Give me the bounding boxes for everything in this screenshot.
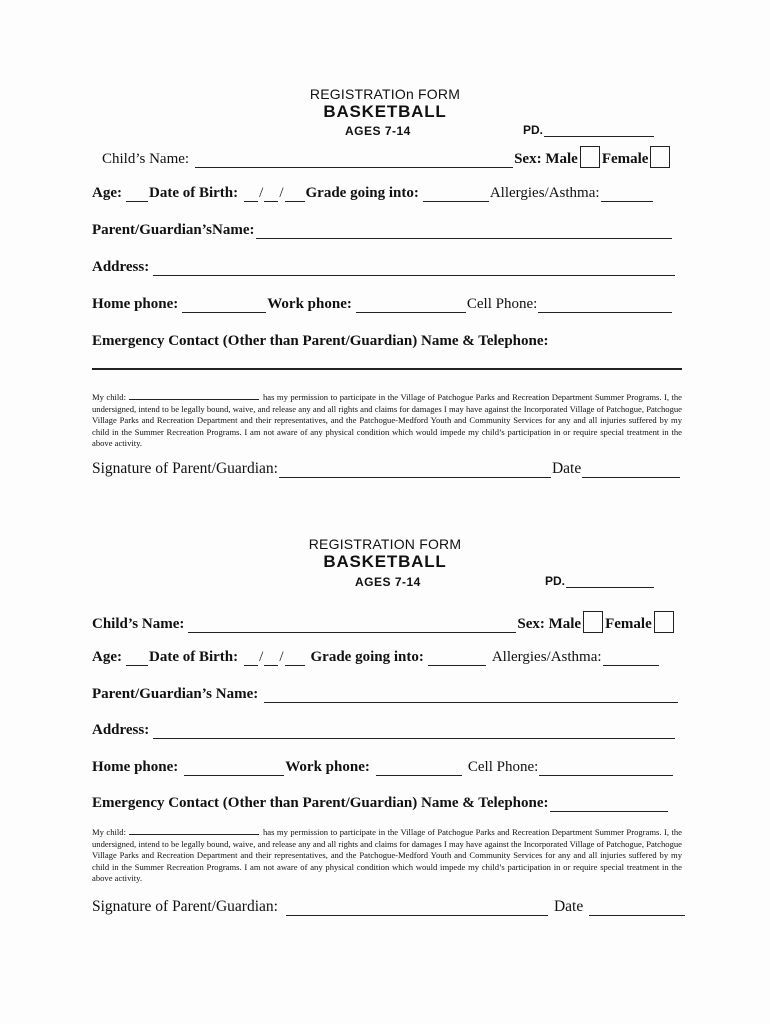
form-title: REGISTRATION FORM — [308, 536, 462, 552]
work-phone-label: Work phone: — [285, 759, 370, 775]
my-child-field[interactable] — [129, 825, 259, 835]
age-row — [92, 185, 654, 202]
sport-name: BASKETBALL — [323, 102, 447, 121]
my-child-label: My child: — [92, 392, 126, 402]
age-label: Age: — [92, 649, 122, 665]
grade-label: Grade going into: — [310, 649, 424, 665]
form-title: REGISTRATIOn FORM — [309, 86, 461, 102]
work-phone-field[interactable] — [376, 761, 462, 776]
signature-row — [92, 898, 686, 916]
grade-field[interactable] — [428, 651, 486, 666]
cell-phone-field[interactable] — [538, 298, 672, 313]
my-child-label: My child: — [92, 827, 126, 837]
paid-field — [523, 122, 655, 137]
date-field[interactable] — [589, 901, 685, 916]
dob-separator: / — [279, 649, 284, 665]
child-name-field[interactable] — [188, 618, 516, 633]
dob-label: Date of Birth: — [149, 649, 239, 665]
guardian-field[interactable] — [264, 688, 678, 703]
address-row — [92, 722, 676, 739]
allergies-label: Allergies/Asthma: — [489, 185, 600, 201]
child-name-row — [92, 611, 676, 633]
grade-label: Grade going into: — [305, 185, 419, 201]
cell-phone-label: Cell Phone: — [466, 296, 538, 312]
dob-month-field[interactable] — [244, 187, 258, 202]
work-phone-field[interactable] — [356, 298, 466, 313]
guardian-row — [92, 222, 673, 239]
age-field[interactable] — [126, 651, 148, 666]
allergies-field[interactable] — [603, 651, 659, 666]
age-field[interactable] — [126, 187, 148, 202]
age-label: Age: — [92, 185, 122, 201]
signature-label: Signature of Parent/Guardian: — [92, 898, 278, 915]
allergies-field[interactable] — [601, 187, 653, 202]
dob-label: Date of Birth: — [149, 185, 239, 201]
cell-phone-field[interactable] — [539, 761, 673, 776]
paid-field — [545, 573, 655, 588]
age-range: AGES 7-14 — [355, 575, 421, 589]
address-label: Address: — [92, 722, 150, 738]
permission-waiver — [92, 390, 682, 450]
emergency-row — [92, 795, 669, 812]
dob-separator: / — [279, 185, 284, 201]
work-phone-label: Work phone: — [267, 296, 352, 312]
cell-phone-label: Cell Phone: — [467, 759, 539, 775]
emergency-contact-label: Emergency Contact (Other than Parent/Guardian) Name & Telephone: — [92, 333, 549, 349]
paid-line[interactable] — [544, 122, 654, 137]
signature-field[interactable] — [286, 901, 548, 916]
child-name-label: Child’s Name: — [102, 151, 190, 167]
waiver-text: has my permission to participate in the Village of Patchogue Parks and Recreation Department Summer Programs. I, the undersigned, intend to be legally bound, waive, and release any and all rights and claims for damages I may have against the Incorporated Village of Patchogue, Patchogue Village Parks and Recreation Department and their representatives, and the Patchogue-Medford Youth and Community Services for any and all injuries suffered by my child in the Summer Recreation Programs. I am not aware of any physical condition which would impede my child’s participation in or require special treatment in the above activity. — [92, 827, 682, 884]
emergency-row — [92, 333, 549, 350]
sex-male-label: Sex: Male — [517, 616, 582, 632]
child-name-label: Child’s Name: — [92, 616, 185, 632]
waiver-text: has my permission to participate in the Village of Patchogue Parks and Recreation Department Summer Programs. I, the undersigned, intend to be legally bound, waive, and release any and all rights and claims for damages I may have against the Incorporated Village of Patchogue, Patchogue Village Parks and Recreation Department and their representatives, and the Patchogue-Medford Youth and Community Services for any and all injuries suffered by my child in the Summer Recreation Programs. I am not aware of any physical condition which would impede my child’s participation in or require special treatment in the above activity. — [92, 392, 682, 449]
date-field[interactable] — [582, 463, 680, 478]
date-label: Date — [553, 898, 584, 915]
phone-row — [92, 296, 673, 313]
guardian-label: Parent/Guardian’s Name: — [92, 686, 259, 702]
permission-waiver — [92, 825, 682, 885]
paid-label: PD. — [545, 574, 566, 588]
allergies-label: Allergies/Asthma: — [491, 649, 602, 665]
child-name-field[interactable] — [195, 153, 513, 168]
emergency-contact-field[interactable] — [92, 368, 682, 370]
home-phone-field[interactable] — [184, 761, 284, 776]
home-phone-label: Home phone: — [92, 296, 179, 312]
home-phone-field[interactable] — [182, 298, 266, 313]
address-label: Address: — [92, 259, 150, 275]
female-checkbox[interactable] — [650, 146, 670, 168]
dob-separator: / — [259, 185, 264, 201]
signature-field[interactable] — [279, 463, 551, 478]
paid-label: PD. — [523, 123, 544, 137]
paid-line[interactable] — [566, 573, 654, 588]
date-label: Date — [551, 460, 582, 477]
child-name-row — [102, 146, 672, 168]
dob-day-field[interactable] — [264, 651, 278, 666]
dob-separator: / — [259, 649, 264, 665]
female-checkbox[interactable] — [654, 611, 674, 633]
address-row — [92, 259, 676, 276]
my-child-field[interactable] — [129, 390, 259, 400]
dob-year-field[interactable] — [285, 187, 305, 202]
emergency-contact-label: Emergency Contact (Other than Parent/Guardian) Name & Telephone: — [92, 795, 549, 811]
sex-female-label: Female — [605, 616, 652, 632]
address-field[interactable] — [153, 261, 675, 276]
signature-row — [92, 460, 681, 478]
male-checkbox[interactable] — [580, 146, 600, 168]
age-range: AGES 7-14 — [345, 124, 411, 138]
grade-field[interactable] — [423, 187, 489, 202]
guardian-label: Parent/Guardian’sName: — [92, 222, 255, 238]
age-row — [92, 649, 660, 666]
male-checkbox[interactable] — [583, 611, 603, 633]
emergency-contact-field[interactable] — [550, 797, 668, 812]
address-field[interactable] — [153, 724, 675, 739]
phone-row — [92, 759, 674, 776]
dob-year-field[interactable] — [285, 651, 305, 666]
guardian-field[interactable] — [256, 224, 672, 239]
dob-day-field[interactable] — [264, 187, 278, 202]
signature-label: Signature of Parent/Guardian: — [92, 460, 278, 477]
guardian-row — [92, 686, 679, 703]
sex-male-label: Sex: Male — [514, 151, 578, 167]
sex-female-label: Female — [601, 151, 649, 167]
sport-name: BASKETBALL — [323, 552, 447, 571]
dob-month-field[interactable] — [244, 651, 258, 666]
home-phone-label: Home phone: — [92, 759, 179, 775]
